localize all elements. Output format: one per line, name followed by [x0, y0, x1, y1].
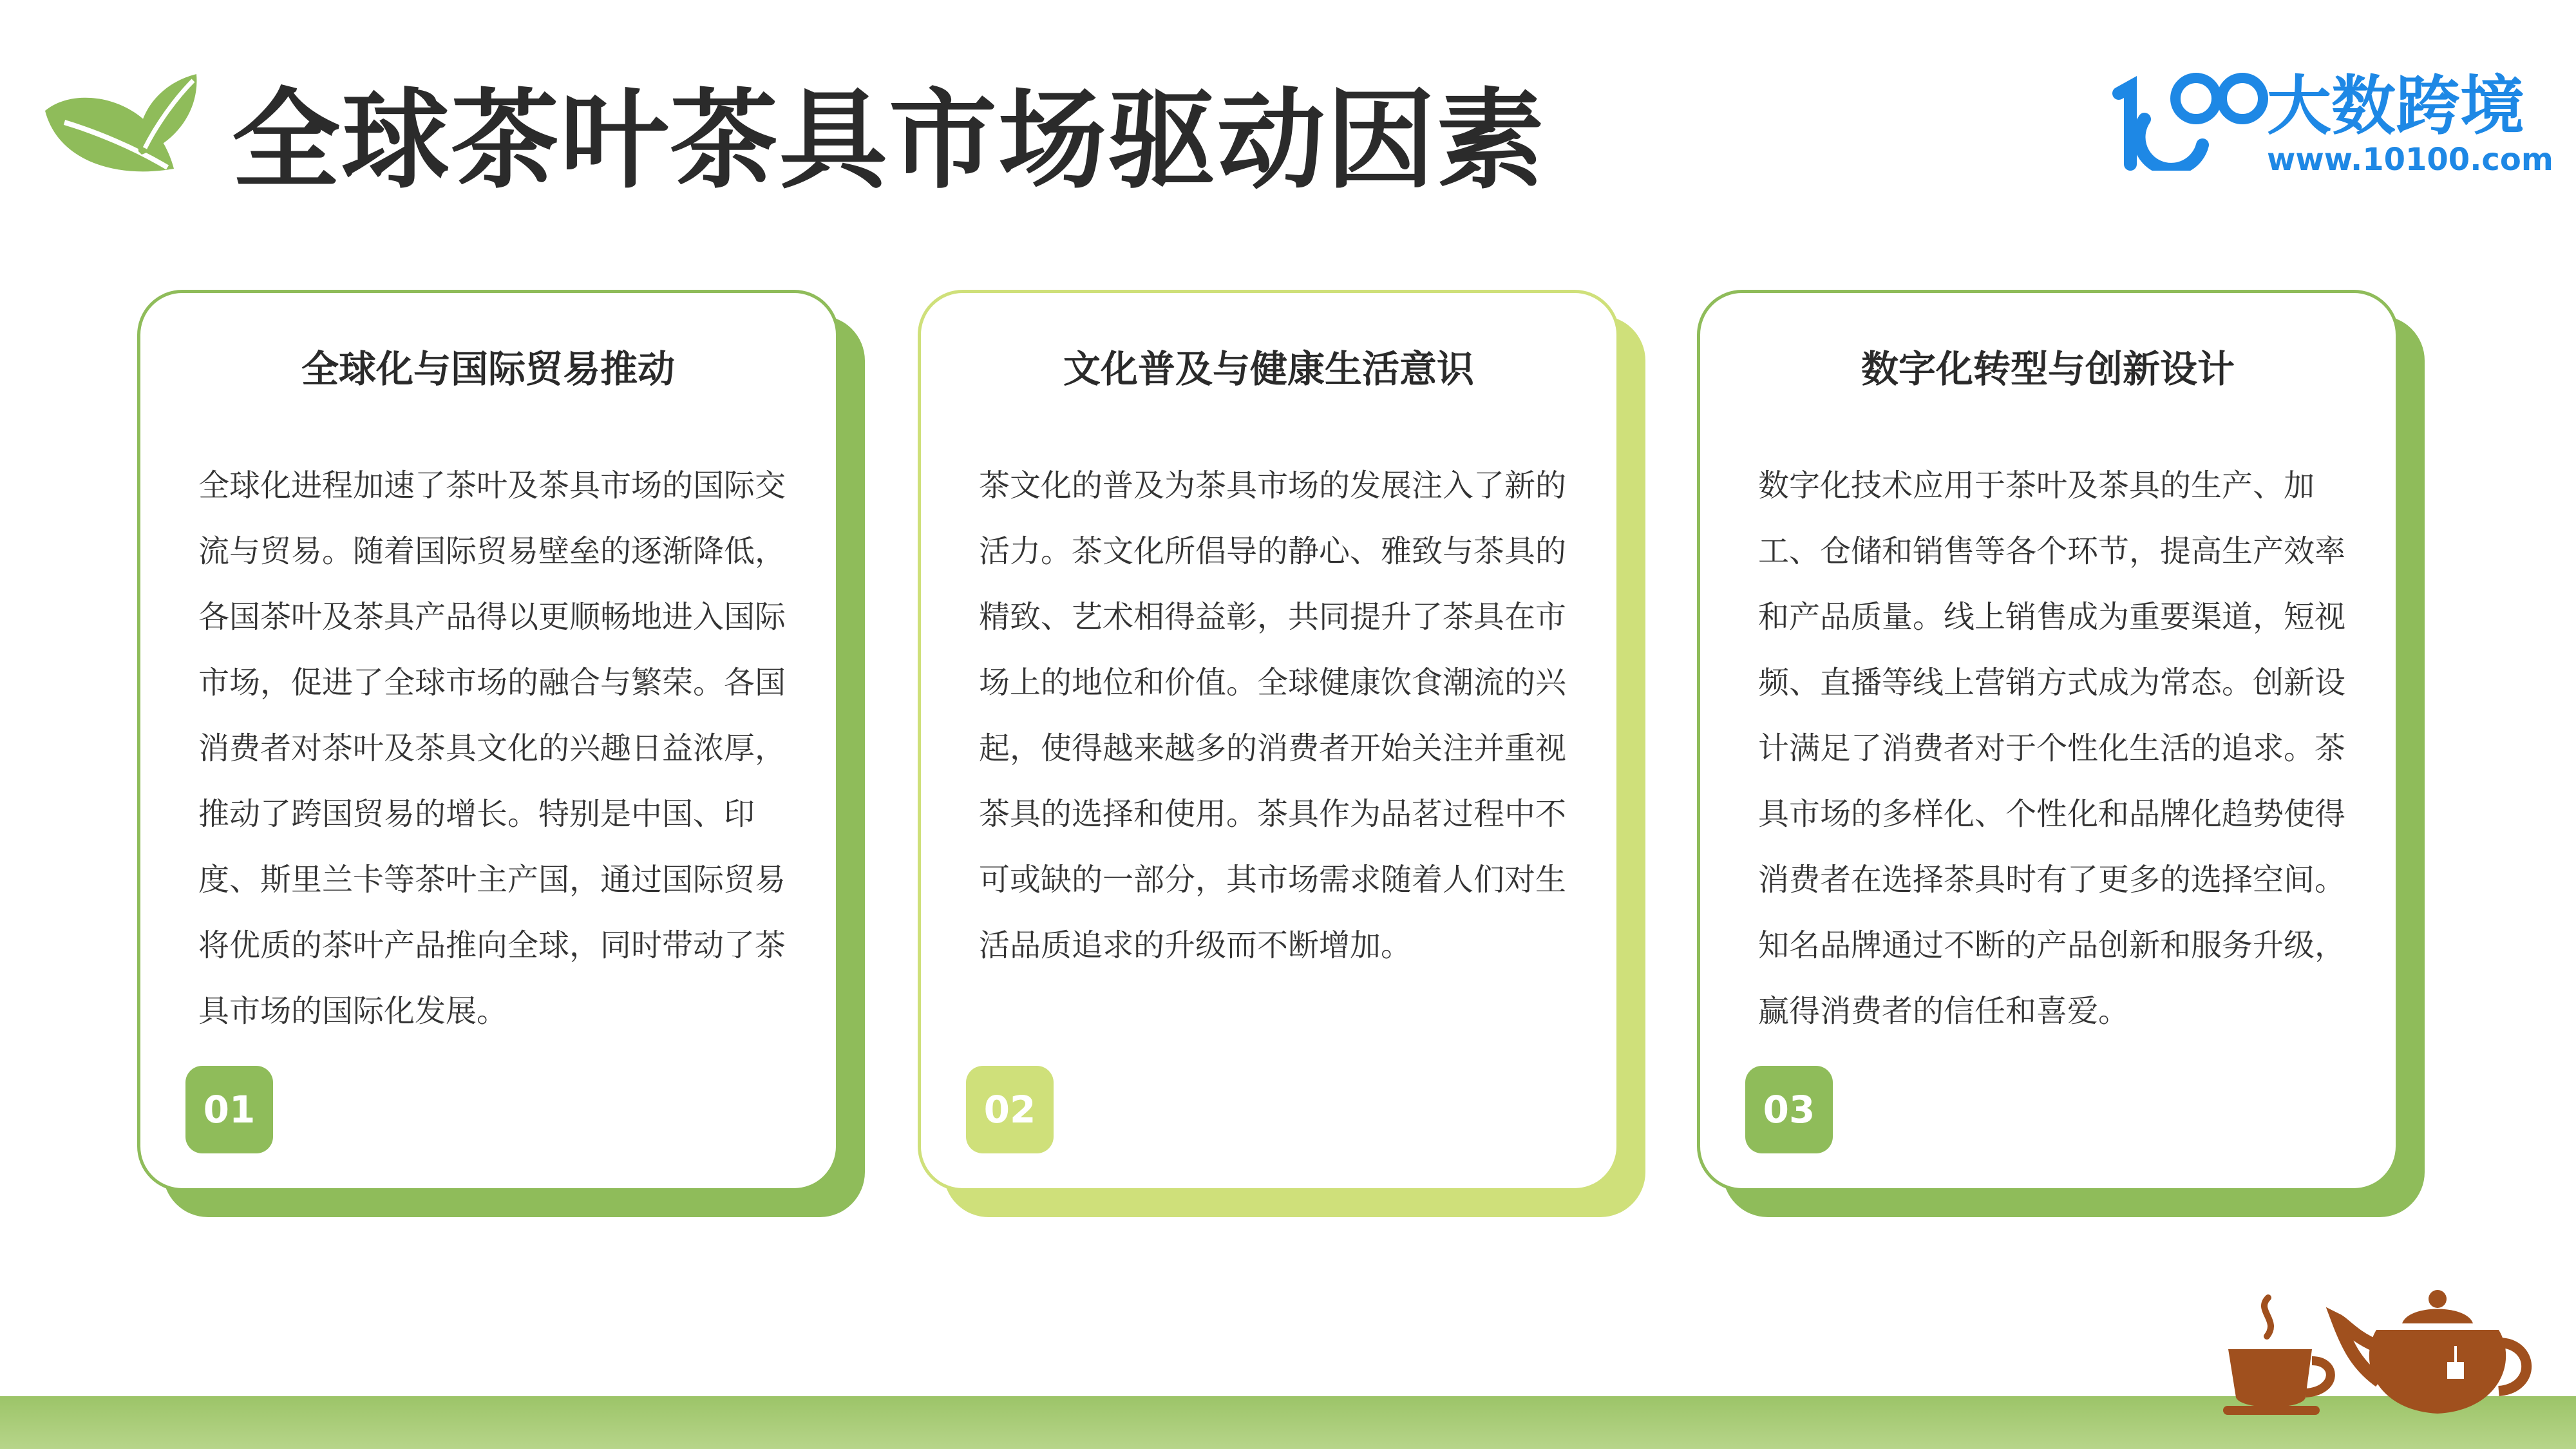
10100-logo-icon	[2106, 68, 2273, 171]
brand-name: 大数跨境	[2267, 68, 2524, 144]
card-number-badge: 02	[966, 1066, 1054, 1153]
card-title: 全球化与国际贸易推动	[301, 347, 675, 391]
driver-card-3	[1697, 290, 2425, 1217]
driver-card-1	[137, 290, 865, 1217]
ground-strip	[0, 1396, 2576, 1449]
card-panel	[137, 290, 839, 1191]
brand-logo[interactable]	[2106, 68, 2553, 178]
page-title: 全球茶叶茶具市场驱动因素	[232, 77, 1546, 204]
teaware-icon	[2215, 1285, 2537, 1420]
card-body: 数字化技术应用于茶叶及茶具的生产、加工、仓储和销售等各个环节，提高生产效率和产品质量。线上销售成为重要渠道，短视频、直播等线上营销方式成为常态。创新设计满足了消费者对于个性化生活的追求。茶具市场的多样化、个性化和品牌化趋势使得消费者在选择茶具时有了更多的选择空间。知名品牌通过不断的产品创新和服务升级，赢得消费者的信任和喜爱。	[1758, 468, 2346, 1029]
leaf-icon	[39, 71, 200, 174]
card-panel	[1697, 290, 2399, 1191]
card-body: 全球化进程加速了茶叶及茶具市场的国际交流与贸易。随着国际贸易壁垒的逐渐降低，各国茶叶及茶具产品得以更顺畅地进入国际市场，促进了全球市场的融合与繁荣。各国消费者对茶叶及茶具文化的兴趣日益浓厚，推动了跨国贸易的增长。特别是中国、印度、斯里兰卡等茶叶主产国，通过国际贸易将优质的茶叶产品推向全球，同时带动了茶具市场的国际化发展。	[198, 468, 786, 1029]
driver-card-2	[918, 290, 1645, 1217]
card-number-badge: 01	[185, 1066, 273, 1153]
card-title: 文化普及与健康生活意识	[1063, 347, 1474, 391]
brand-url[interactable]: www.10100.com	[2267, 142, 2553, 178]
card-number-badge: 03	[1745, 1066, 1833, 1153]
card-body: 茶文化的普及为茶具市场的发展注入了新的活力。茶文化所倡导的静心、雅致与茶具的精致、艺术相得益彰，共同提升了茶具在市场上的地位和价值。全球健康饮食潮流的兴起，使得越来越多的消费者开始关注并重视茶具的选择和使用。茶具作为品茗过程中不可或缺的一部分，其市场需求随着人们对生活品质追求的升级而不断增加。	[979, 468, 1567, 963]
card-title: 数字化转型与创新设计	[1861, 347, 2235, 391]
card-panel	[918, 290, 1620, 1191]
